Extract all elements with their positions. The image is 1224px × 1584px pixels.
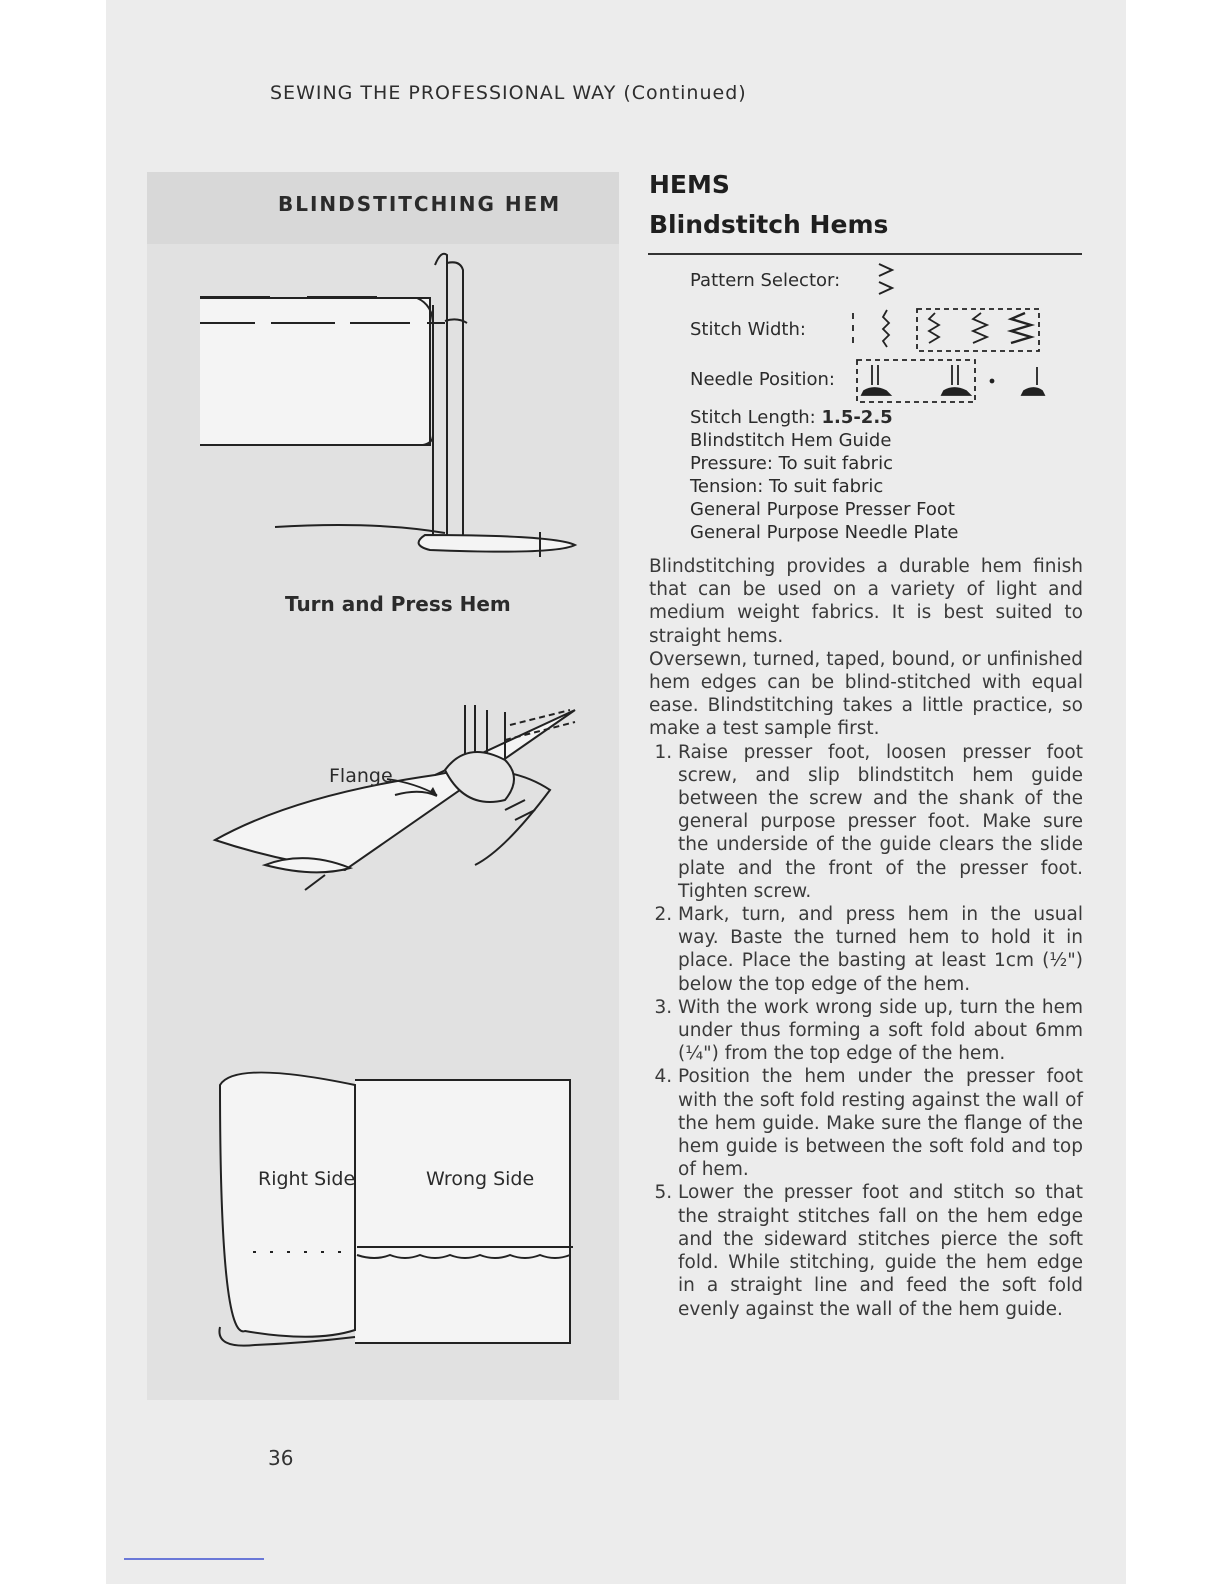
corner-marker-line bbox=[124, 1558, 264, 1560]
instructions-body bbox=[649, 555, 1083, 1321]
section-rule bbox=[648, 253, 1082, 255]
pattern-selector-label: Pattern Selector: bbox=[690, 270, 841, 291]
needle-position-label: Needle Position: bbox=[690, 369, 835, 390]
step-2: 2. Mark, turn, and press hem in the usual way. Baste the turned hem to hold it in place. Place the basting at least 1cm (½") below the top edge of the hem. bbox=[678, 903, 1083, 996]
blindstitch-pattern-icon bbox=[876, 262, 898, 296]
step-4: 4. Position the hem under the presser foot with the soft fold resting against the wall of the hem guide. Make sure the flange of the hem guide is between the soft fold and top of hem. bbox=[678, 1065, 1083, 1181]
stitch-length-row bbox=[690, 407, 893, 428]
section-title: HEMS bbox=[649, 170, 730, 199]
intro-paragraph-1: Blindstitching provides a durable hem finish that can be used on a variety of light and medium weight fabrics. It is best suited to straight hems. bbox=[649, 556, 1083, 647]
right-side-label: Right Side bbox=[258, 1168, 356, 1190]
page-number: 36 bbox=[268, 1446, 294, 1470]
flange-label: Flange bbox=[329, 765, 393, 787]
running-head: SEWING THE PROFESSIONAL WAY (Continued) bbox=[270, 82, 747, 104]
pressure-setting: Pressure: To suit fabric bbox=[690, 453, 893, 474]
flange-pointer-icon bbox=[385, 775, 445, 805]
turn-and-press-hem-figure bbox=[195, 245, 595, 565]
panel-title: BLINDSTITCHING HEM bbox=[278, 192, 562, 216]
needle-plate-setting: General Purpose Needle Plate bbox=[690, 522, 959, 543]
stitch-width-icons bbox=[845, 305, 1045, 355]
wrong-side-label: Wrong Side bbox=[426, 1168, 535, 1190]
needle-position-icons bbox=[852, 355, 1052, 405]
intro-paragraph-2: Oversewn, turned, taped, bound, or unfinished hem edges can be blind-stitched with equal ease. Blindstitching takes a little practice, so make a test sample first. bbox=[649, 648, 1083, 740]
section-subtitle: Blindstitch Hems bbox=[649, 210, 889, 239]
right-wrong-side-figure bbox=[215, 1065, 580, 1365]
hem-guide-accessory: Blindstitch Hem Guide bbox=[690, 430, 892, 451]
presser-foot-setting: General Purpose Presser Foot bbox=[690, 499, 955, 520]
steps-list bbox=[649, 741, 1083, 1321]
tension-setting: Tension: To suit fabric bbox=[690, 476, 884, 497]
step-5: 5. Lower the presser foot and stitch so that the straight stitches fall on the hem edge and the sideward stitches pierce the soft fold. While stitching, guide the hem edge in a straight line and feed the soft fold evenly against the wall of the hem guide. bbox=[678, 1181, 1083, 1320]
figure1-caption: Turn and Press Hem bbox=[285, 592, 511, 616]
step-3: 3. With the work wrong side up, turn the hem under thus forming a soft fold about 6mm (¼") from the top edge of the hem. bbox=[678, 996, 1083, 1066]
stitch-width-label: Stitch Width: bbox=[690, 319, 806, 340]
step-1: 1. Raise presser foot, loosen presser foot screw, and slip blindstitch hem guide between the screw and the shank of the general purpose presser foot. Make sure the underside of the guide clears the slide plate and the front of the presser foot. Tighten screw. bbox=[678, 741, 1083, 903]
stitch-length-value: 1.5-2.5 bbox=[821, 407, 893, 428]
stitch-length-label: Stitch Length: bbox=[690, 407, 816, 428]
